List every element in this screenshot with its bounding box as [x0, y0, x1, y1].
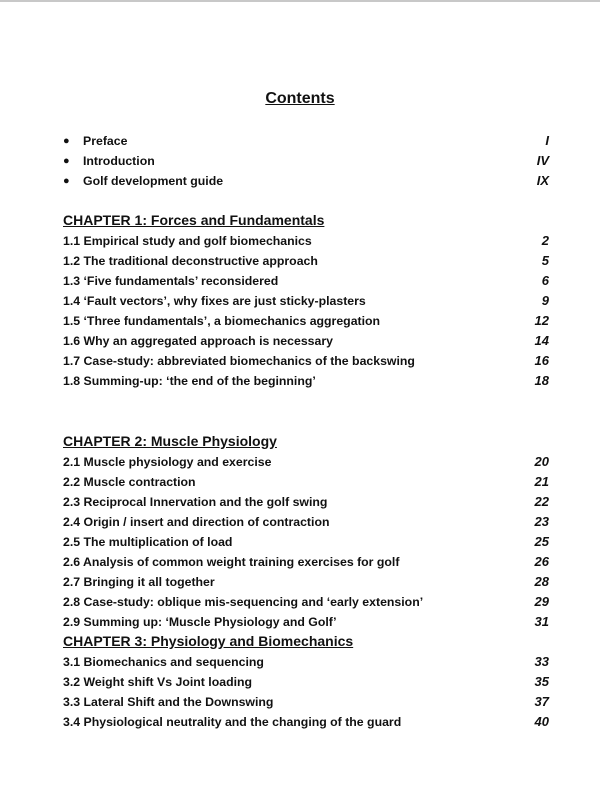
- toc-entry-label: 2.7 Bringing it all together: [63, 575, 215, 589]
- toc-entry-label: Golf development guide: [83, 174, 224, 188]
- toc-page-number: 25: [534, 534, 549, 549]
- toc-entry-label: 1.7 Case-study: abbreviated biomechanics of the backswing: [63, 354, 415, 368]
- toc-entry-label: 3.2 Weight shift Vs Joint loading: [63, 675, 253, 689]
- toc-page-number: 16: [534, 353, 549, 368]
- chapter-heading[interactable]: CHAPTER 2: Muscle Physiology: [63, 433, 277, 449]
- toc-page-number: 33: [534, 654, 549, 669]
- toc-entry[interactable]: [63, 492, 549, 512]
- toc-page-number: 21: [534, 474, 549, 489]
- toc-entry[interactable]: [63, 251, 549, 271]
- toc-entry-label: 1.4 ‘Fault vectors’, why fixes are just sticky-plasters: [63, 294, 366, 308]
- toc-entry[interactable]: [63, 692, 549, 712]
- toc-entry-label: 2.2 Muscle contraction: [63, 475, 196, 489]
- toc-entry[interactable]: [63, 572, 549, 592]
- toc-page-number: 26: [534, 554, 549, 569]
- toc-entry-label: 2.3 Reciprocal Innervation and the golf swing: [63, 495, 328, 509]
- toc-page-number: IV: [536, 153, 549, 168]
- toc-entry[interactable]: [63, 472, 549, 492]
- toc-entry[interactable]: [63, 371, 549, 391]
- toc-entry-label: Preface: [83, 134, 128, 148]
- chapter-heading[interactable]: CHAPTER 1: Forces and Fundamentals: [63, 212, 325, 228]
- toc-page-number: 29: [534, 594, 549, 609]
- toc-entry[interactable]: [63, 552, 549, 572]
- toc-entry-front-matter[interactable]: [63, 171, 549, 191]
- toc-page-number: I: [545, 133, 549, 148]
- toc-entry-label: 1.8 Summing-up: ‘the end of the beginning’: [63, 374, 316, 388]
- toc-entry-label: 1.6 Why an aggregated approach is necessary: [63, 334, 333, 348]
- chapter-heading[interactable]: CHAPTER 3: Physiology and Biomechanics: [63, 633, 354, 649]
- toc-entry[interactable]: [63, 452, 549, 472]
- toc-page-number: IX: [536, 173, 549, 188]
- toc-page-number: 12: [534, 313, 549, 328]
- toc-entry[interactable]: [63, 291, 549, 311]
- bullet-icon: ●: [63, 135, 70, 147]
- toc-page-number: 2: [541, 233, 549, 248]
- toc-entry-label: 2.6 Analysis of common weight training exercises for golf: [63, 555, 400, 569]
- toc-entry[interactable]: [63, 311, 549, 331]
- toc-entry[interactable]: [63, 712, 549, 732]
- bullet-icon: ●: [63, 155, 70, 167]
- toc-page-number: 31: [534, 614, 549, 629]
- toc-page-number: 35: [534, 674, 549, 689]
- bullet-icon: ●: [63, 175, 70, 187]
- toc-entry[interactable]: [63, 612, 549, 632]
- toc-page-number: 18: [534, 373, 549, 388]
- toc-entry-label: 2.9 Summing up: ‘Muscle Physiology and Golf’: [63, 615, 337, 629]
- toc-entry-label: 1.5 ‘Three fundamentals’, a biomechanics aggregation: [63, 314, 381, 328]
- page-title: Contents: [265, 90, 335, 107]
- toc-entry[interactable]: [63, 351, 549, 371]
- toc-entry-label: 1.2 The traditional deconstructive approach: [63, 254, 318, 268]
- toc-entry[interactable]: [63, 271, 549, 291]
- toc-entry[interactable]: [63, 592, 549, 612]
- toc-page-number: 23: [534, 514, 549, 529]
- toc-entry-label: 2.4 Origin / insert and direction of contraction: [63, 515, 330, 529]
- toc-entry[interactable]: [63, 231, 549, 251]
- toc-page-number: 5: [541, 253, 549, 268]
- toc-entry[interactable]: [63, 331, 549, 351]
- toc-page-number: 6: [541, 273, 549, 288]
- toc-entry[interactable]: [63, 672, 549, 692]
- toc-page-number: 14: [534, 333, 549, 348]
- toc-entry[interactable]: [63, 532, 549, 552]
- toc-entry-label: 2.5 The multiplication of load: [63, 535, 233, 549]
- toc-page-number: 37: [534, 694, 549, 709]
- toc-entry-front-matter[interactable]: [63, 131, 549, 151]
- top-border: [0, 0, 600, 2]
- toc-entry[interactable]: [63, 652, 549, 672]
- toc-page-number: 22: [534, 494, 549, 509]
- toc-page-number: 40: [534, 714, 549, 729]
- toc-entry-label: 3.1 Biomechanics and sequencing: [63, 655, 264, 669]
- toc-entry-label: 2.1 Muscle physiology and exercise: [63, 455, 272, 469]
- toc-entry-label: 1.3 ‘Five fundamentals’ reconsidered: [63, 274, 279, 288]
- toc-page-number: 9: [541, 293, 549, 308]
- toc-entry-front-matter[interactable]: [63, 151, 549, 171]
- toc-entry[interactable]: [63, 512, 549, 532]
- toc-page-number: 28: [534, 574, 549, 589]
- toc-entry-label: 2.8 Case-study: oblique mis-sequencing and ‘early extension’: [63, 595, 424, 609]
- toc-entry-label: 1.1 Empirical study and golf biomechanics: [63, 234, 312, 248]
- toc-entry-label: Introduction: [83, 154, 155, 168]
- toc-page-number: 20: [534, 454, 549, 469]
- toc-entry-label: 3.4 Physiological neutrality and the changing of the guard: [63, 715, 402, 729]
- toc-entry-label: 3.3 Lateral Shift and the Downswing: [63, 695, 274, 709]
